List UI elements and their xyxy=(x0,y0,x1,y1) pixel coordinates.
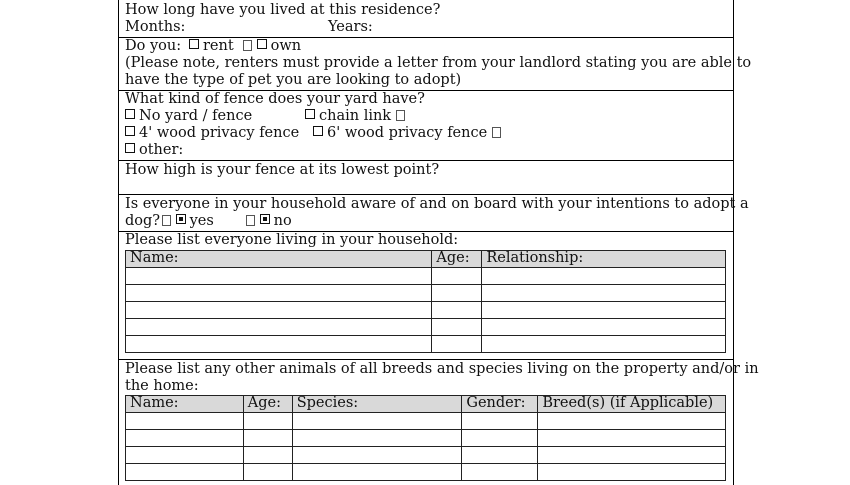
missing-glyph-icon xyxy=(243,40,252,51)
animals-header-age: Age: xyxy=(243,396,292,413)
own-checkbox[interactable] xyxy=(257,39,267,49)
household-age-cell[interactable] xyxy=(432,285,482,302)
animal-name-cell[interactable] xyxy=(126,447,244,464)
animal-name-cell[interactable] xyxy=(126,464,244,481)
adoption-form xyxy=(118,0,759,485)
animals-prompt-line2: the home: xyxy=(125,378,199,394)
household-aware-line1: Is everyone in your household aware of and on board with your intentions to adopt a xyxy=(125,196,749,212)
table-row xyxy=(126,336,726,353)
animals-table xyxy=(125,395,726,481)
animal-age-cell[interactable] xyxy=(243,464,292,481)
household-relationship-cell[interactable] xyxy=(482,285,726,302)
animals-prompt-line1: Please list any other animals of all breeds and species living on the property and/or in xyxy=(125,361,759,377)
animal-gender-cell[interactable] xyxy=(462,430,538,447)
table-row xyxy=(126,285,726,302)
household-aware-line2: dog? xyxy=(125,213,161,229)
household-age-cell[interactable] xyxy=(432,302,482,319)
animal-breed-cell[interactable] xyxy=(538,413,726,430)
missing-glyph-icon xyxy=(162,215,171,226)
animal-species-cell[interactable] xyxy=(292,413,462,430)
animal-age-cell[interactable] xyxy=(243,413,292,430)
household-relationship-cell[interactable] xyxy=(482,336,726,353)
own-label: own xyxy=(270,38,302,54)
no-yard-checkbox[interactable] xyxy=(125,109,135,119)
fence-question: What kind of fence does your yard have? xyxy=(125,91,425,107)
animal-gender-cell[interactable] xyxy=(462,464,538,481)
no-checkbox[interactable] xyxy=(260,214,270,224)
animal-species-cell[interactable] xyxy=(292,464,462,481)
animals-header-name: Name: xyxy=(126,396,244,413)
wood-6ft-label: 6' wood privacy fence xyxy=(327,125,488,141)
months-label: Months: xyxy=(125,19,186,35)
household-header-age: Age: xyxy=(432,251,482,268)
animals-header-gender: Gender: xyxy=(462,396,538,413)
animals-header-species: Species: xyxy=(292,396,462,413)
household-name-cell[interactable] xyxy=(126,268,432,285)
animal-species-cell[interactable] xyxy=(292,430,462,447)
residence-section xyxy=(119,0,733,38)
wood-4ft-checkbox[interactable] xyxy=(125,126,135,136)
renter-note-line1: (Please note, renters must provide a letter from your landlord stating you are able to xyxy=(125,55,752,71)
chain-link-checkbox[interactable] xyxy=(305,109,315,119)
other-fence-label: other: xyxy=(139,142,184,158)
wood-4ft-label: 4' wood privacy fence xyxy=(139,125,300,141)
rent-label: rent xyxy=(203,38,234,54)
other-fence-checkbox[interactable] xyxy=(125,143,135,153)
household-age-cell[interactable] xyxy=(432,268,482,285)
yes-label: yes xyxy=(189,213,214,229)
household-name-cell[interactable] xyxy=(126,285,432,302)
rent-checkbox[interactable] xyxy=(189,39,199,49)
residence-question: How long have you lived at this residence? xyxy=(125,2,441,18)
missing-glyph-icon xyxy=(492,127,501,138)
wood-6ft-checkbox[interactable] xyxy=(313,126,323,136)
fence-height-section xyxy=(119,161,733,195)
animal-name-cell[interactable] xyxy=(126,430,244,447)
table-row xyxy=(126,464,726,481)
animal-breed-cell[interactable] xyxy=(538,447,726,464)
household-name-cell[interactable] xyxy=(126,302,432,319)
yes-checkbox[interactable] xyxy=(176,214,186,224)
household-name-cell[interactable] xyxy=(126,319,432,336)
table-row xyxy=(126,413,726,430)
household-age-cell[interactable] xyxy=(432,336,482,353)
animals-header-row xyxy=(126,396,726,413)
table-row xyxy=(126,268,726,285)
animal-gender-cell[interactable] xyxy=(462,413,538,430)
ownership-section xyxy=(119,38,752,91)
animal-species-cell[interactable] xyxy=(292,447,462,464)
table-row xyxy=(126,447,726,464)
fence-section xyxy=(119,91,733,161)
household-relationship-cell[interactable] xyxy=(482,268,726,285)
renter-note-line2: have the type of pet you are looking to adopt) xyxy=(125,72,462,88)
household-header-row xyxy=(126,251,726,268)
household-header-relationship: Relationship: xyxy=(482,251,726,268)
animal-breed-cell[interactable] xyxy=(538,430,726,447)
household-header-name: Name: xyxy=(126,251,432,268)
household-prompt: Please list everyone living in your household: xyxy=(125,232,459,248)
table-row xyxy=(126,302,726,319)
fence-height-question: How high is your fence at its lowest point? xyxy=(125,162,440,178)
years-label: Years: xyxy=(328,19,373,35)
chain-link-label: chain link xyxy=(319,108,392,124)
animal-age-cell[interactable] xyxy=(243,430,292,447)
animal-name-cell[interactable] xyxy=(126,413,244,430)
household-aware-section xyxy=(119,195,749,232)
missing-glyph-icon xyxy=(396,110,405,121)
ownership-prompt: Do you: xyxy=(125,38,182,54)
household-table xyxy=(125,250,726,353)
animal-breed-cell[interactable] xyxy=(538,464,726,481)
household-age-cell[interactable] xyxy=(432,319,482,336)
household-relationship-cell[interactable] xyxy=(482,302,726,319)
household-relationship-cell[interactable] xyxy=(482,319,726,336)
missing-glyph-icon xyxy=(246,215,255,226)
animals-header-breed: Breed(s) (if Applicable) xyxy=(538,396,726,413)
household-name-cell[interactable] xyxy=(126,336,432,353)
table-row xyxy=(126,430,726,447)
animal-gender-cell[interactable] xyxy=(462,447,538,464)
table-row xyxy=(126,319,726,336)
no-label: no xyxy=(273,213,292,229)
animal-age-cell[interactable] xyxy=(243,447,292,464)
no-yard-label: No yard / fence xyxy=(139,108,253,124)
